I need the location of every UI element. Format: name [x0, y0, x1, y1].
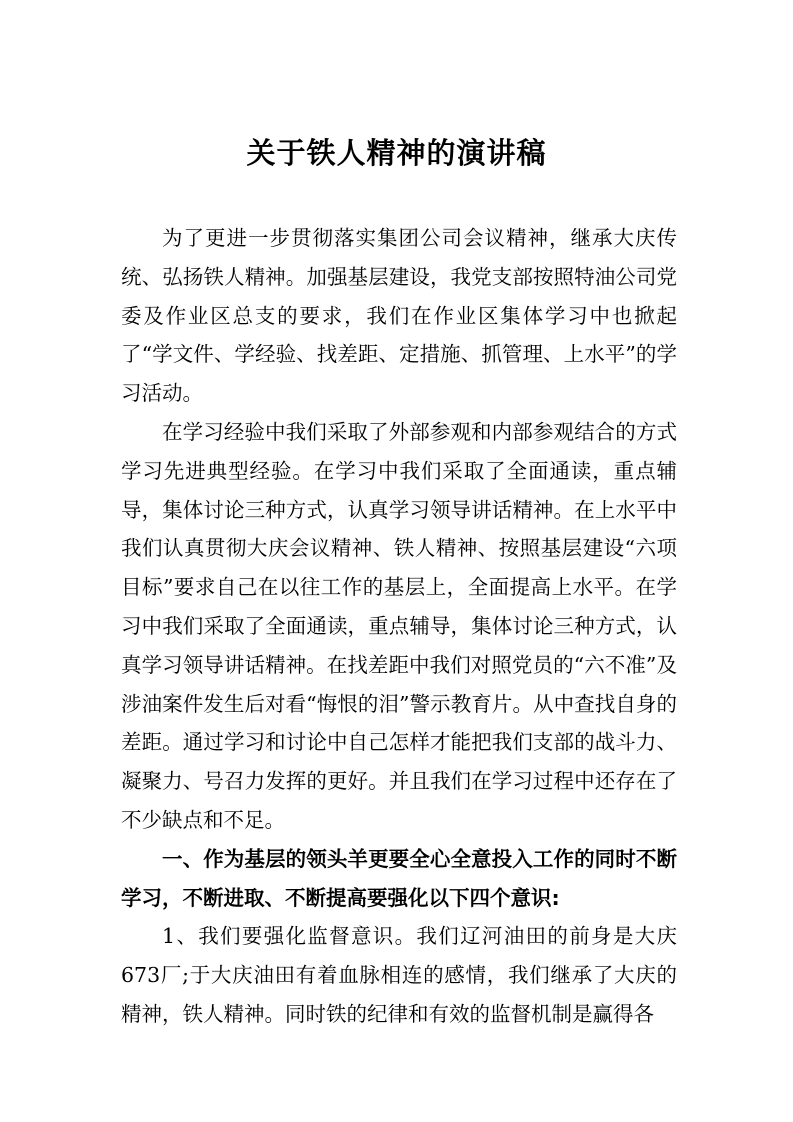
section-heading: 一、作为基层的领头羊更要全心全意投入工作的同时不断学习，不断进取、不断提高要强化以下四个意识: — [121, 846, 677, 910]
document-body — [121, 219, 677, 1034]
paragraph: 1、我们要强化监督意识。我们辽河油田的前身是大庆673厂;于大庆油田有着血脉相连的感情，我们继承了大庆的精神，铁人精神。同时铁的纪律和有效的监督机制是赢得各 — [121, 924, 677, 1026]
paragraph: 为了更进一步贯彻落实集团公司会议精神，继承大庆传统、弘扬铁人精神。加强基层建设，我党支部按照特油公司党委及作业区总支的要求，我们在作业区集体学习中也掀起了“学文件、学经验、找差距、定措施、抓管理、上水平”的学习活动。 — [121, 226, 677, 406]
paragraph: 在学习经验中我们采取了外部参观和内部参观结合的方式学习先进典型经验。在学习中我们采取了全面通读，重点辅导，集体讨论三种方式，认真学习领导讲话精神。在上水平中我们认真贯彻大庆会议精神、铁人精神、按照基层建设“六项目标”要求自己在以往工作的基层上，全面提高上水平。在学习中我们采取了全面通读，重点辅导，集体讨论三种方式，认真学习领导讲话精神。在找差距中我们对照党员的“六不准”及涉油案件发生后对看“悔恨的泪”警示教育片。从中查找自身的差距。通过学习和讨论中自己怎样才能把我们支部的战斗力、凝聚力、号召力发挥的更好。并且我们在学习过程中还存在了不少缺点和不足。 — [121, 419, 677, 832]
document-title: 关于铁人精神的演讲稿 — [246, 136, 547, 170]
